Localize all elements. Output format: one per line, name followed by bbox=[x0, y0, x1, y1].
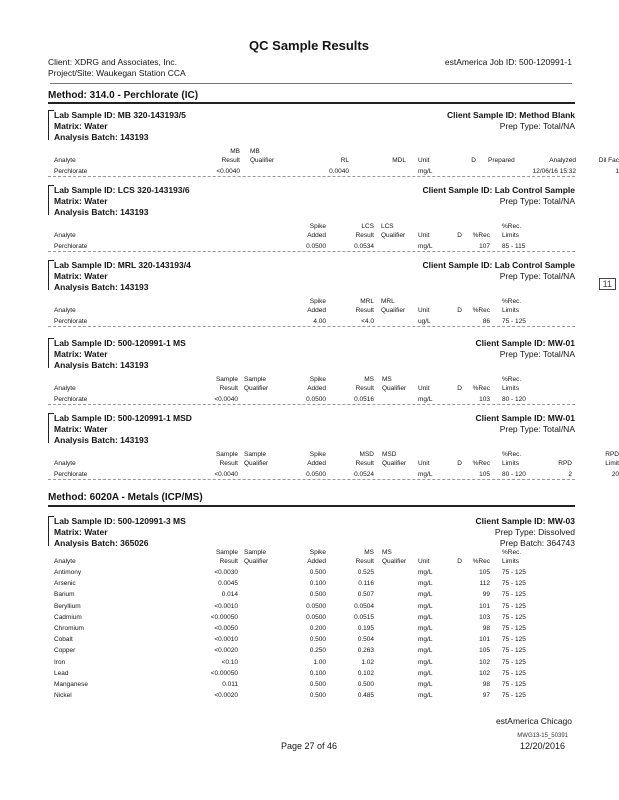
table-row: 0.116 bbox=[358, 580, 374, 588]
table-row: 75 - 125 bbox=[502, 681, 526, 688]
table-header: D bbox=[471, 157, 476, 164]
table-row: 112 bbox=[479, 580, 490, 588]
prep-type: Prep Type: Dissolved bbox=[494, 527, 575, 537]
table-row: mg/L bbox=[418, 681, 433, 688]
lab-sample-id: Lab Sample ID: MRL 320-143193/4 bbox=[54, 260, 191, 270]
table-cell: <0.0040 bbox=[216, 168, 240, 175]
table-header: %Rec bbox=[472, 385, 490, 392]
matrix: Matrix: Water bbox=[54, 196, 108, 206]
qc-section-2 bbox=[48, 183, 575, 251]
client-sample-id: Client Sample ID: MW-01 bbox=[475, 413, 575, 423]
footer-date: 12/20/2016 bbox=[519, 741, 565, 751]
table-row: Chromium bbox=[54, 625, 84, 632]
table-row: mg/L bbox=[418, 647, 433, 655]
lab-sample-id: Lab Sample ID: 500-120991-1 MS bbox=[54, 338, 186, 348]
table-row: 0.0504 bbox=[354, 602, 374, 610]
table-cell: 0.0500 bbox=[306, 243, 326, 250]
client-sample-id: Client Sample ID: MW-03 bbox=[475, 516, 575, 526]
table-header: MB bbox=[250, 148, 260, 155]
prep-type: Prep Type: Total/NA bbox=[499, 271, 575, 281]
project-line: Project/Site: Waukegan Station CCA bbox=[48, 68, 186, 78]
table-cell: mg/L bbox=[418, 396, 433, 403]
table-row: 99 bbox=[482, 591, 490, 599]
table-header: Added bbox=[307, 460, 326, 467]
header-rule bbox=[50, 83, 572, 84]
table-row: 75 - 125 bbox=[502, 580, 526, 588]
table-row: Cadmium bbox=[54, 613, 82, 621]
table-row: Antimony bbox=[54, 569, 82, 576]
table-cell: 105 bbox=[479, 471, 490, 478]
table-header: D bbox=[457, 385, 462, 392]
table-row: Cobalt bbox=[54, 636, 73, 644]
client-sample-id: Client Sample ID: Lab Control Sample bbox=[422, 185, 575, 195]
table-header: Result bbox=[355, 385, 374, 392]
table-row: 101 bbox=[479, 602, 490, 610]
table-header: D bbox=[457, 460, 462, 467]
table-cell: Perchlorate bbox=[54, 168, 88, 175]
table-header: Analyte bbox=[54, 460, 76, 467]
table-cell: 1 bbox=[615, 168, 619, 175]
table-row: Nickel bbox=[54, 692, 72, 700]
table-header: %Rec bbox=[472, 307, 490, 314]
analysis-batch: Analysis Batch: 143193 bbox=[54, 360, 149, 370]
table-cell: 75 - 125 bbox=[502, 318, 526, 325]
table-header: Limits bbox=[502, 558, 519, 565]
table-header: MS bbox=[382, 376, 392, 383]
prep-type: Prep Type: Total/NA bbox=[499, 424, 575, 434]
table-cell: mg/L bbox=[418, 243, 433, 250]
table-row: 0.195 bbox=[357, 625, 374, 632]
table-cell: mg/L bbox=[418, 168, 433, 175]
table-header: Limits bbox=[502, 307, 519, 314]
table-header: Unit bbox=[418, 558, 430, 565]
table-row: 0.500 bbox=[309, 692, 326, 700]
metals-ms-section bbox=[48, 514, 575, 714]
table-header: Qualifier bbox=[244, 385, 269, 392]
table-header: Limits bbox=[502, 232, 519, 239]
table-header: Analyte bbox=[54, 307, 76, 314]
table-row: Manganese bbox=[54, 681, 88, 688]
row-underline bbox=[48, 251, 575, 252]
table-row: 75 - 125 bbox=[502, 658, 526, 666]
table-header: Result bbox=[355, 460, 374, 467]
row-underline bbox=[48, 404, 575, 405]
table-row: 98 bbox=[482, 681, 490, 688]
prep-type: Prep Type: Total/NA bbox=[499, 121, 575, 131]
analysis-batch: Analysis Batch: 143193 bbox=[54, 435, 149, 445]
table-row: 75 - 125 bbox=[502, 669, 526, 677]
table-cell: ug/L bbox=[418, 318, 431, 325]
table-header: %Rec. bbox=[502, 376, 522, 383]
table-cell: 4.00 bbox=[313, 318, 326, 325]
table-header: D bbox=[457, 232, 462, 239]
table-row: 0.100 bbox=[309, 580, 326, 588]
table-cell: 0.0500 bbox=[306, 396, 326, 403]
table-header: D bbox=[457, 307, 462, 314]
table-row: 0.485 bbox=[357, 692, 374, 700]
table-header: Unit bbox=[418, 460, 430, 467]
table-cell: 2 bbox=[568, 471, 572, 478]
table-header: %Rec bbox=[472, 558, 490, 565]
table-header: Unit bbox=[418, 385, 430, 392]
prep-type: Prep Type: Total/NA bbox=[499, 196, 575, 206]
table-cell: 0.0524 bbox=[354, 471, 374, 478]
table-row: Arsenic bbox=[54, 580, 76, 588]
lab-sample-id: Lab Sample ID: MB 320-143193/5 bbox=[54, 110, 186, 120]
table-row: 75 - 125 bbox=[502, 613, 526, 621]
table-header: LCS bbox=[381, 223, 394, 230]
table-row: mg/L bbox=[418, 658, 433, 666]
section-bracket bbox=[48, 260, 49, 290]
table-row: Iron bbox=[54, 658, 66, 666]
table-header: Result bbox=[219, 385, 238, 392]
table-header: RL bbox=[340, 157, 349, 164]
page-number: Page 27 of 46 bbox=[280, 741, 338, 751]
table-row: mg/L bbox=[418, 692, 433, 700]
table-row: mg/L bbox=[418, 591, 433, 599]
section-bracket bbox=[48, 338, 49, 368]
table-row: 0.0500 bbox=[306, 602, 326, 610]
table-header: Limit bbox=[605, 460, 619, 467]
matrix: Matrix: Water bbox=[54, 349, 108, 359]
job-id: estAmerica Job ID: 500-120991-1 bbox=[444, 57, 572, 67]
table-row: 0.200 bbox=[309, 625, 326, 632]
table-header: Limits bbox=[502, 460, 519, 467]
table-row: 0.011 bbox=[222, 681, 238, 688]
table-header: %Rec. bbox=[502, 451, 522, 458]
table-header: Sample bbox=[244, 451, 267, 458]
table-row: <0.0010 bbox=[214, 636, 238, 644]
table-row: mg/L bbox=[418, 636, 433, 644]
table-cell: Perchlorate bbox=[54, 471, 88, 478]
analysis-batch: Analysis Batch: 143193 bbox=[54, 282, 149, 292]
table-header: Sample bbox=[244, 376, 267, 383]
table-header: Result bbox=[355, 558, 374, 565]
table-header: Analyte bbox=[54, 232, 76, 239]
table-row: mg/L bbox=[418, 669, 433, 677]
table-header: Unit bbox=[418, 232, 430, 239]
analysis-batch: Analysis Batch: 143193 bbox=[54, 132, 149, 142]
prep-type: Prep Type: Total/NA bbox=[499, 349, 575, 359]
table-header: MRL bbox=[360, 298, 374, 305]
table-row: <0.0050 bbox=[214, 625, 238, 632]
table-row: 103 bbox=[479, 613, 490, 621]
row-underline bbox=[48, 176, 575, 177]
matrix: Matrix: Water bbox=[54, 424, 108, 434]
table-header: LCS bbox=[361, 223, 374, 230]
table-header: Dil Fac bbox=[598, 157, 619, 164]
table-header: MSD bbox=[359, 451, 374, 458]
table-header: Analyzed bbox=[549, 157, 576, 164]
qc-section-1 bbox=[48, 108, 619, 176]
table-cell: 0.0500 bbox=[306, 471, 326, 478]
table-row: 101 bbox=[479, 636, 490, 644]
table-header: RPD bbox=[558, 460, 572, 467]
table-row: 0.014 bbox=[221, 591, 238, 599]
table-header: MS bbox=[364, 549, 374, 556]
table-row: <0.00050 bbox=[210, 669, 238, 677]
table-header: Spike bbox=[309, 376, 326, 383]
table-cell: 103 bbox=[479, 396, 490, 403]
table-header: Qualifier bbox=[381, 307, 406, 314]
table-header: Sample bbox=[215, 451, 238, 458]
table-header: Result bbox=[219, 460, 238, 467]
table-header: %Rec bbox=[472, 460, 490, 467]
table-header: Added bbox=[307, 307, 326, 314]
qc-section-4 bbox=[48, 336, 575, 404]
table-header: Result bbox=[355, 232, 374, 239]
table-row: 0.500 bbox=[309, 591, 326, 599]
table-header: Qualifier bbox=[244, 558, 269, 565]
table-header: Prepared bbox=[488, 157, 515, 164]
table-row: Barium bbox=[54, 591, 75, 599]
table-header: Qualifier bbox=[382, 385, 407, 392]
table-header: Qualifier bbox=[250, 157, 275, 164]
table-cell: 107 bbox=[479, 243, 490, 250]
matrix: Matrix: Water bbox=[54, 121, 108, 131]
table-header: Spike bbox=[309, 451, 326, 458]
table-row: <0.0010 bbox=[214, 602, 238, 610]
table-row: 0.500 bbox=[309, 636, 326, 644]
lab-sample-id: Lab Sample ID: 500-120991-3 MS bbox=[54, 516, 186, 526]
table-cell: Perchlorate bbox=[54, 243, 88, 250]
table-header: Added bbox=[307, 558, 326, 565]
table-row: 75 - 125 bbox=[502, 636, 526, 644]
table-cell: Perchlorate bbox=[54, 396, 88, 403]
table-row: 75 - 125 bbox=[502, 602, 526, 610]
table-row: 0.263 bbox=[357, 647, 374, 655]
table-row: mg/L bbox=[418, 625, 433, 632]
table-row: <0.0020 bbox=[214, 692, 238, 700]
table-row: 97 bbox=[482, 692, 490, 700]
table-row: Lead bbox=[54, 669, 69, 677]
table-header: %Rec bbox=[472, 232, 490, 239]
table-row: 102 bbox=[479, 669, 490, 677]
table-row: 75 - 125 bbox=[502, 569, 526, 576]
table-cell: 0.0040 bbox=[329, 168, 349, 175]
table-header: MS bbox=[382, 549, 392, 556]
table-row: <0.00050 bbox=[210, 613, 238, 621]
table-row: 105 bbox=[479, 569, 490, 576]
table-header: %Rec. bbox=[502, 223, 522, 230]
table-row: mg/L bbox=[418, 613, 433, 621]
method-2-heading: Method: 6020A - Metals (ICP/MS) bbox=[48, 492, 203, 503]
table-header: Unit bbox=[418, 307, 430, 314]
table-header: Spike bbox=[309, 298, 326, 305]
table-header: Added bbox=[307, 232, 326, 239]
table-header: Analyte bbox=[54, 157, 76, 164]
table-cell: <0.0040 bbox=[214, 396, 238, 403]
table-row: Beryllium bbox=[54, 602, 81, 610]
matrix: Matrix: Water bbox=[54, 271, 108, 281]
footer-lab: estAmerica Chicago bbox=[495, 716, 572, 726]
table-row: 0.504 bbox=[357, 636, 374, 644]
table-row: 0.500 bbox=[309, 681, 326, 688]
table-cell: 20 bbox=[611, 471, 619, 478]
table-row: 1.02 bbox=[361, 658, 374, 666]
table-header: Result bbox=[221, 157, 240, 164]
table-header: MB bbox=[230, 148, 240, 155]
table-header: Added bbox=[307, 385, 326, 392]
row-underline bbox=[48, 326, 575, 327]
table-header: MRL bbox=[381, 298, 395, 305]
analysis-batch: Analysis Batch: 143193 bbox=[54, 207, 149, 217]
table-row: Copper bbox=[54, 647, 76, 655]
row-underline bbox=[48, 479, 575, 480]
client-sample-id: Client Sample ID: Lab Control Sample bbox=[422, 260, 575, 270]
table-row: 102 bbox=[479, 658, 490, 666]
prep-batch: Prep Batch: 364743 bbox=[499, 538, 575, 548]
method-2-rule bbox=[48, 505, 575, 507]
table-header: Sample bbox=[244, 549, 267, 556]
method-1-rule bbox=[48, 102, 575, 104]
table-row: mg/L bbox=[418, 602, 433, 610]
table-row: <0.0020 bbox=[214, 647, 238, 655]
table-row: 98 bbox=[482, 625, 490, 632]
table-row: mg/L bbox=[418, 580, 433, 588]
table-header: Sample bbox=[215, 376, 238, 383]
table-header: Spike bbox=[309, 223, 326, 230]
table-header: MDL bbox=[392, 157, 406, 164]
table-header: Result bbox=[355, 307, 374, 314]
table-row: 75 - 125 bbox=[502, 692, 526, 700]
table-cell: 0.0534 bbox=[354, 243, 374, 250]
table-row: 0.0045 bbox=[218, 580, 238, 588]
table-header: Analyte bbox=[54, 385, 76, 392]
table-cell: 80 - 120 bbox=[502, 396, 526, 403]
table-row: 0.0500 bbox=[306, 613, 326, 621]
section-bracket bbox=[48, 516, 49, 546]
table-header: Qualifier bbox=[382, 460, 407, 467]
table-row: mg/L bbox=[418, 569, 433, 576]
table-cell: 86 bbox=[482, 318, 490, 325]
table-row: 0.525 bbox=[357, 569, 374, 576]
analysis-batch: Analysis Batch: 365026 bbox=[54, 538, 149, 548]
margin-mark: 11 bbox=[599, 278, 616, 290]
stamp-code: MWG13-15_50391 bbox=[517, 733, 568, 739]
table-header: RPD bbox=[605, 451, 619, 458]
table-cell: 85 - 115 bbox=[502, 243, 526, 250]
lab-sample-id: Lab Sample ID: 500-120991-1 MSD bbox=[54, 413, 192, 423]
table-row: <0.0030 bbox=[214, 569, 238, 576]
table-cell: 0.0516 bbox=[354, 396, 374, 403]
table-header: Unit bbox=[418, 157, 430, 164]
table-row: <0.10 bbox=[221, 658, 238, 666]
table-row: 0.500 bbox=[309, 569, 326, 576]
table-row: 0.250 bbox=[309, 647, 326, 655]
client-line: Client: XDRG and Associates, Inc. bbox=[48, 57, 177, 67]
method-1-heading: Method: 314.0 - Perchlorate (IC) bbox=[48, 90, 199, 101]
table-header: Limits bbox=[502, 385, 519, 392]
table-header: Qualifier bbox=[382, 558, 407, 565]
table-cell: mg/L bbox=[418, 471, 433, 478]
qc-section-3 bbox=[48, 258, 575, 326]
table-cell: Perchlorate bbox=[54, 318, 88, 325]
table-cell: <4.0 bbox=[361, 318, 374, 325]
table-row: 75 - 125 bbox=[502, 625, 526, 632]
client-sample-id: Client Sample ID: MW-01 bbox=[475, 338, 575, 348]
table-header: Qualifier bbox=[244, 460, 269, 467]
qc-section-5 bbox=[48, 411, 619, 479]
section-bracket bbox=[48, 413, 49, 443]
table-header: D bbox=[457, 558, 462, 565]
table-row: 105 bbox=[479, 647, 490, 655]
table-header: MS bbox=[364, 376, 374, 383]
table-cell: <0.0040 bbox=[214, 471, 238, 478]
table-header: Qualifier bbox=[381, 232, 406, 239]
matrix: Matrix: Water bbox=[54, 527, 108, 537]
section-bracket bbox=[48, 185, 49, 215]
table-row: 0.100 bbox=[309, 669, 326, 677]
table-row: 1.00 bbox=[313, 658, 326, 666]
table-header: %Rec. bbox=[502, 298, 522, 305]
table-header: Sample bbox=[215, 549, 238, 556]
table-row: 75 - 125 bbox=[502, 647, 526, 655]
table-header: Spike bbox=[309, 549, 326, 556]
table-row: 75 - 125 bbox=[502, 591, 526, 599]
table-row: 0.500 bbox=[357, 681, 374, 688]
table-row: 0.102 bbox=[357, 669, 374, 677]
lab-sample-id: Lab Sample ID: LCS 320-143193/6 bbox=[54, 185, 190, 195]
table-header: Analyte bbox=[54, 558, 76, 565]
table-row: 0.507 bbox=[357, 591, 374, 599]
report-title: QC Sample Results bbox=[249, 38, 369, 53]
table-header: MSD bbox=[382, 451, 397, 458]
table-header: %Rec. bbox=[502, 549, 522, 556]
table-header: Result bbox=[219, 558, 238, 565]
section-bracket bbox=[48, 110, 49, 140]
table-cell: 12/06/16 15:32 bbox=[532, 168, 576, 175]
table-cell: 80 - 120 bbox=[502, 471, 526, 478]
client-sample-id: Client Sample ID: Method Blank bbox=[447, 110, 575, 120]
table-row: 0.0515 bbox=[354, 613, 374, 621]
